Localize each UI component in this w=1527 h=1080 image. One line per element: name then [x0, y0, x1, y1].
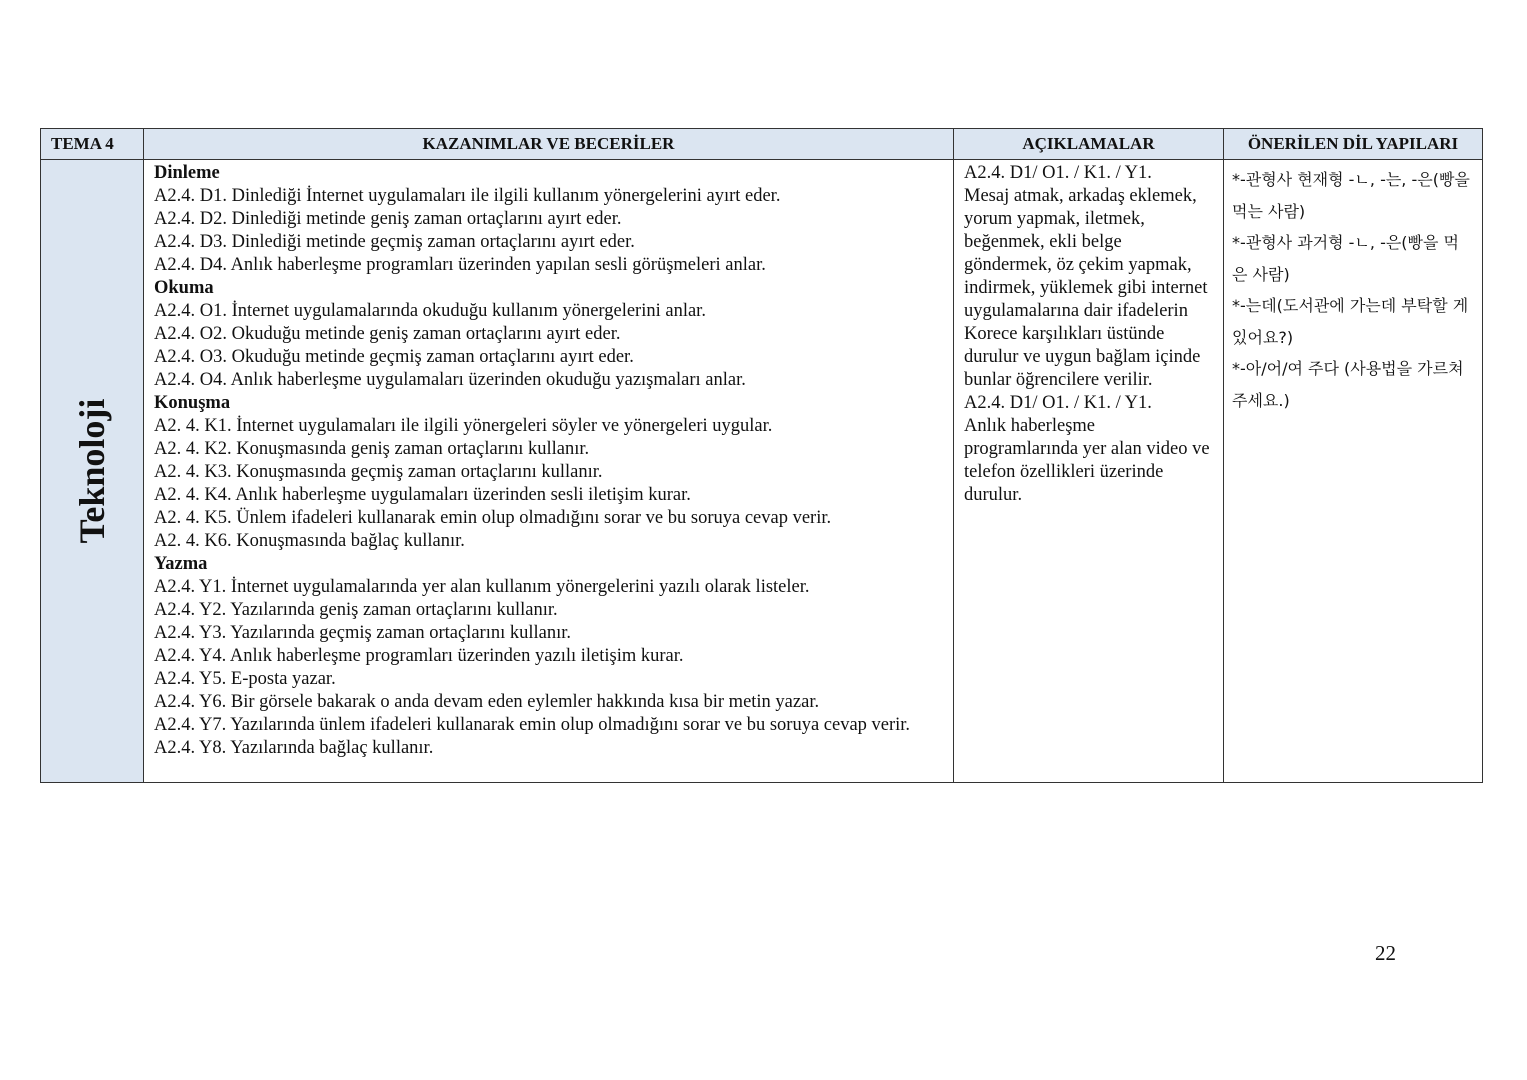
skill-item: A2.4. Y7. Yazılarında ünlem ifadeleri kullanarak emin olup olmadığını sorar ve bu soruya cevap verir.	[154, 715, 911, 735]
structure-item: *-는데(도서관에 가는데 부탁할 게 있어요?)	[1232, 296, 1469, 347]
writing-heading: Yazma	[154, 554, 208, 574]
skill-item: A2.4. O4. Anlık haberleşme uygulamaları üzerinden okuduğu yazışmaları anlar.	[154, 370, 746, 390]
skill-item: A2.4. O2. Okuduğu metinde geniş zaman ortaçlarını ayırt eder.	[154, 324, 621, 344]
skill-item: A2. 4. K1. İnternet uygulamaları ile ilgili yönergeleri söyler ve yönergeleri uygular.	[154, 416, 773, 436]
curriculum-table	[40, 128, 1483, 783]
skill-item: A2.4. D1. Dinlediği İnternet uygulamaları ile ilgili kullanım yönergelerini ayırt eder.	[154, 186, 781, 206]
content-row	[41, 160, 1483, 783]
skill-item: A2.4. Y3. Yazılarında geçmiş zaman ortaçlarını kullanır.	[154, 623, 571, 643]
skill-item: A2. 4. K6. Konuşmasında bağlaç kullanır.	[154, 531, 465, 551]
header-theme: TEMA 4	[41, 129, 144, 160]
skill-item: A2.4. D2. Dinlediği metinde geniş zaman ortaçlarını ayırt eder.	[154, 209, 622, 229]
explanation-ref: A2.4. D1/ O1. / K1. / Y1.	[964, 163, 1152, 183]
theme-cell	[41, 160, 144, 783]
skill-item: A2. 4. K2. Konuşmasında geniş zaman ortaçlarını kullanır.	[154, 439, 590, 459]
skill-item: A2.4. Y5. E-posta yazar.	[154, 669, 336, 689]
explanation-text: Mesaj atmak, arkadaş eklemek, yorum yapmak, iletmek, beğenmek, ekli belge göndermek, öz çekim yapmak, indirmek, yüklemek gibi internet uygulamalarına dair ifadelerin Korece karşılıkları üstünde durulur ve uygun bağlam içinde bunlar öğrencilere verilir.	[964, 186, 1208, 390]
skills-cell	[144, 160, 954, 783]
skill-item: A2.4. D3. Dinlediği metinde geçmiş zaman ortaçlarını ayırt eder.	[154, 232, 635, 252]
skill-item: A2.4. Y8. Yazılarında bağlaç kullanır.	[154, 738, 434, 758]
theme-name: Teknoloji	[72, 398, 112, 544]
skill-item: A2. 4. K5. Ünlem ifadeleri kullanarak emin olup olmadığını sorar ve bu soruya cevap verir.	[154, 508, 832, 528]
page-number: 22	[1375, 941, 1396, 965]
skill-item: A2.4. O1. İnternet uygulamalarında okuduğu kullanım yönergelerini anlar.	[154, 301, 706, 321]
skill-item: A2.4. O3. Okuduğu metinde geçmiş zaman ortaçlarını ayırt eder.	[154, 347, 634, 367]
structure-item: *-아/어/여 주다 (사용법을 가르쳐 주세요.)	[1232, 359, 1464, 410]
reading-heading: Okuma	[154, 278, 214, 298]
skill-item: A2. 4. K3. Konuşmasında geçmiş zaman ortaçlarını kullanır.	[154, 462, 603, 482]
header-skills: KAZANIMLAR VE BECERİLER	[144, 129, 954, 160]
skill-item: A2.4. Y1. İnternet uygulamalarında yer alan kullanım yönergelerini yazılı olarak listeler.	[154, 577, 810, 597]
explanation-ref: A2.4. D1/ O1. / K1. / Y1.	[964, 393, 1152, 413]
explanation-text: Anlık haberleşme programlarında yer alan video ve telefon özellikleri üzerinde durulur.	[964, 416, 1210, 505]
header-row	[41, 129, 1483, 160]
skill-item: A2.4. Y2. Yazılarında geniş zaman ortaçlarını kullanır.	[154, 600, 558, 620]
structure-item: *-관형사 현재형 -ㄴ, -는, -은(빵을 먹는 사람)	[1232, 170, 1470, 221]
skill-item: A2.4. Y6. Bir görsele bakarak o anda devam eden eylemler hakkında kısa bir metin yazar.	[154, 692, 820, 712]
skill-item: A2.4. D4. Anlık haberleşme programları üzerinden yapılan sesli görüşmeleri anlar.	[154, 255, 766, 275]
header-structures: ÖNERİLEN DİL YAPILARI	[1224, 129, 1483, 160]
skill-item: A2. 4. K4. Anlık haberleşme uygulamaları üzerinden sesli iletişim kurar.	[154, 485, 691, 505]
skill-item: A2.4. Y4. Anlık haberleşme programları üzerinden yazılı iletişim kurar.	[154, 646, 684, 666]
header-explanations: AÇIKLAMALAR	[954, 129, 1224, 160]
listening-heading: Dinleme	[154, 163, 220, 183]
explanations-cell	[954, 160, 1224, 783]
speaking-heading: Konuşma	[154, 393, 231, 413]
structures-cell	[1224, 160, 1483, 783]
structure-item: *-관형사 과거형 -ㄴ, -은(빵을 먹은 사람)	[1232, 233, 1460, 284]
